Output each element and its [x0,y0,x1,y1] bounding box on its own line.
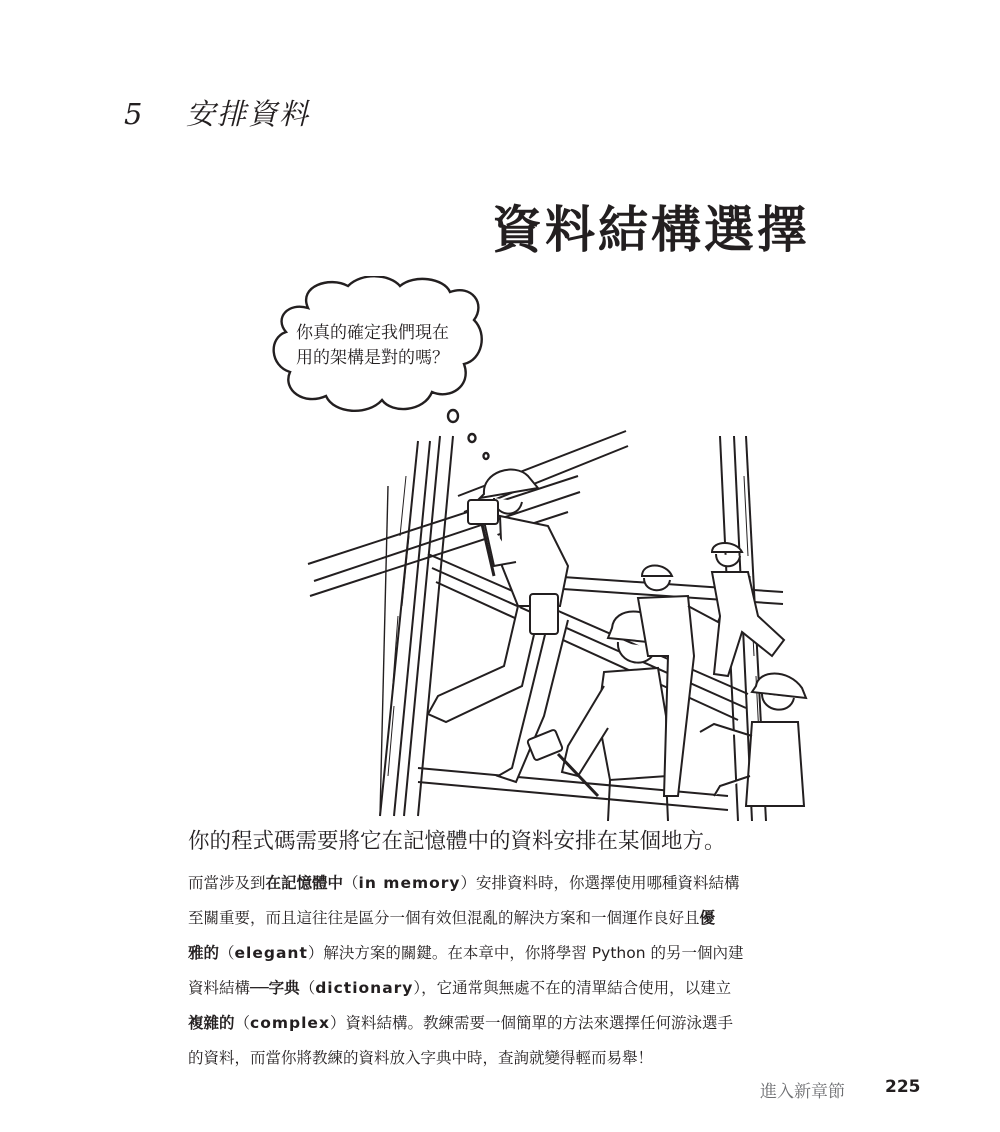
text-run: （ [219,944,235,962]
lead-sentence: 你的程式碼需要將它在記憶體中的資料安排在某個地方。 [188,829,726,854]
text-run: ）安排資料時，你選擇使用哪種資料結構 [460,874,740,892]
paragraph-line [188,971,818,1006]
paragraph-line [188,936,818,971]
speech-bubble-text [296,321,476,371]
page-number: 225 [885,1077,921,1097]
bold-english-term: complex [250,1014,330,1032]
text-run: ）資料結構。教練需要一個簡單的方法來選擇任何游泳選手 [329,1014,733,1032]
text-run: （ [343,874,359,892]
text-run: ），它通常與無處不在的清單結合使用，以建立 [413,979,732,997]
bold-term: 雅的 [188,944,220,962]
bold-english-term: in memory [358,874,461,892]
paragraph-line [188,1041,818,1076]
chapter-heading [124,92,310,133]
footer-section-label: 進入新章節 [760,1082,845,1102]
bold-term: 在記憶體中 [265,874,344,892]
bold-english-term: dictionary [315,979,414,997]
body-paragraph [188,866,818,1076]
text-run: 而當涉及到 [188,874,266,892]
text-run: ）解決方案的關鍵。在本章中，你將學習 Python 的另一個內建 [307,944,744,962]
bold-term: 複雜的 [188,1014,235,1032]
bold-english-term: elegant [234,944,308,962]
section-title: 資料結構選擇 [492,201,810,259]
text-run: 資料結構── [188,979,269,997]
speech-bubble-line: 用的架構是對的嗎？ [296,348,449,368]
paragraph-line [188,1006,818,1041]
text-run: 的資料，而當你將教練的資料放入字典中時，查詢就變得輕而易舉！ [188,1049,654,1067]
text-run: （ [299,979,316,997]
background-worker-3 [700,674,806,807]
speech-bubble-line: 你真的確定我們現在 [296,323,449,343]
chapter-number: 5 [124,97,145,131]
text-run: （ [234,1014,251,1032]
chapter-title: 安排資料 [186,97,311,131]
background-worker-2 [712,543,784,676]
paragraph-line [188,866,818,901]
bold-term: 字典 [268,979,300,997]
bold-term: 優 [699,909,716,927]
paragraph-line [188,901,818,936]
text-run: 至關重要，而且這往往是區分一個有效但混亂的解決方案和一個運作良好且 [188,909,700,927]
